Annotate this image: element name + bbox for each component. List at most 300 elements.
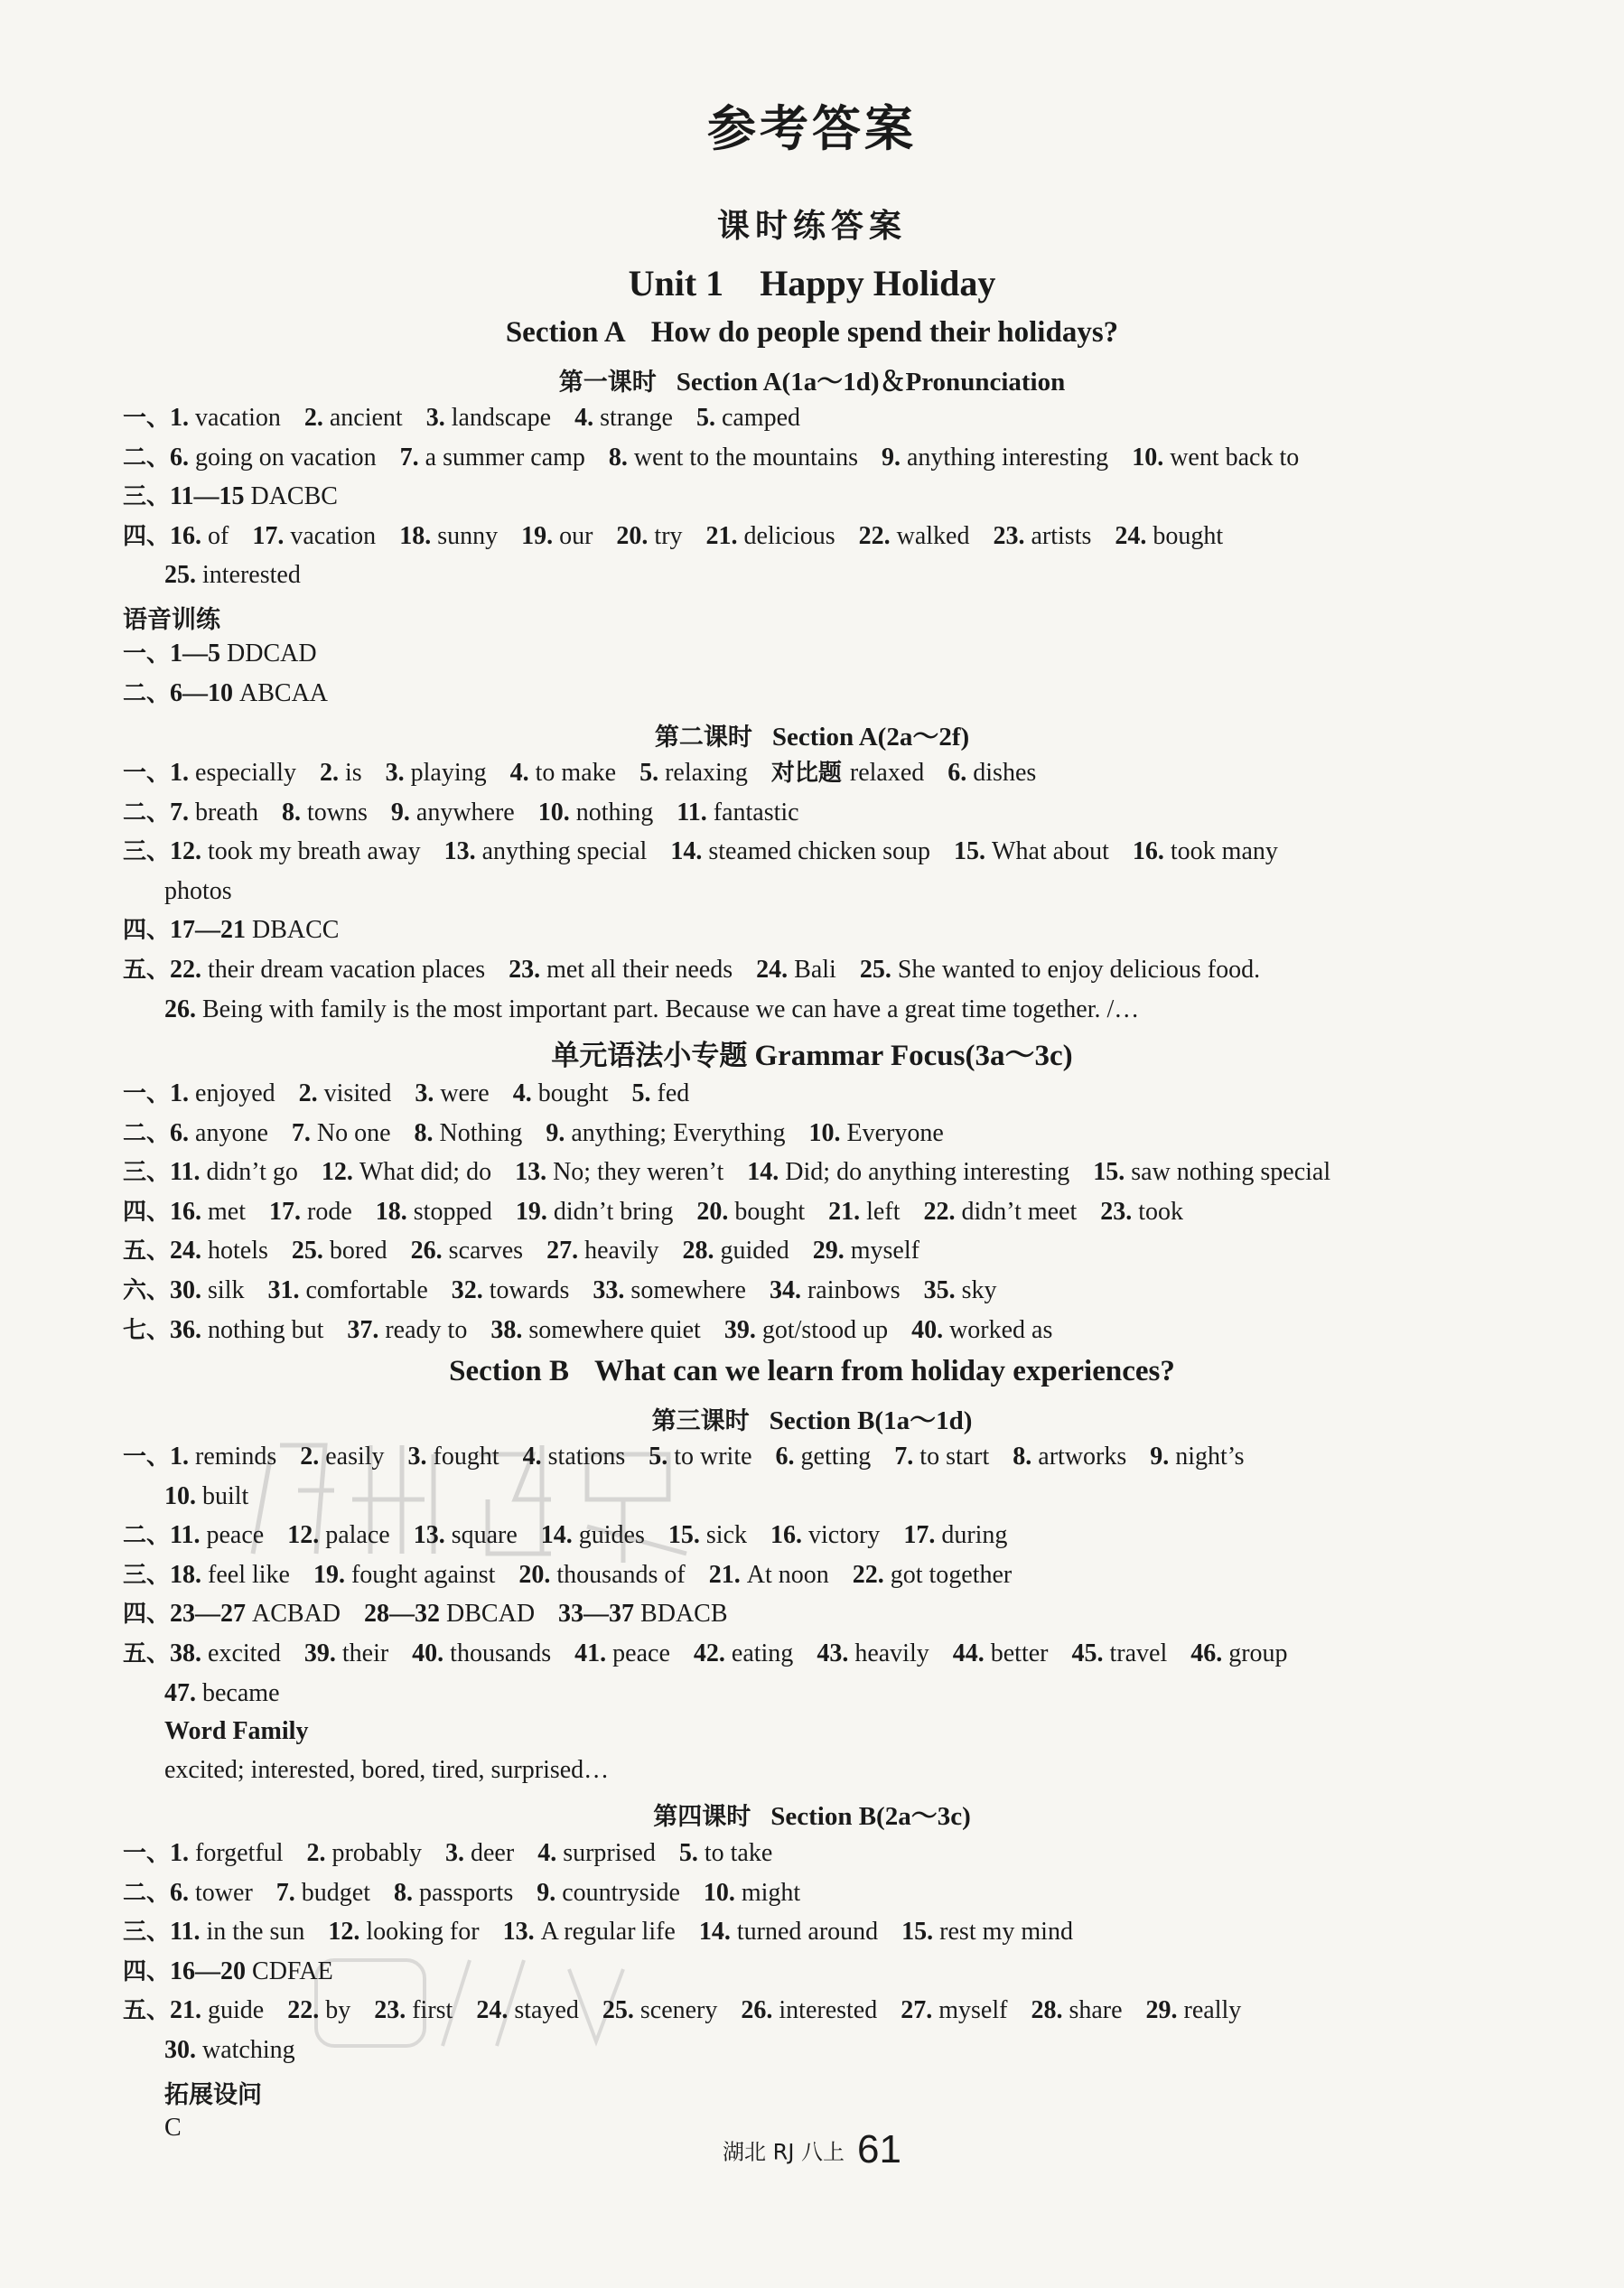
question-number: 17—21 [170, 916, 253, 945]
answer-text: sick [705, 1521, 747, 1550]
answer-text: square [451, 1521, 518, 1550]
question-group-label: 一、 [123, 1840, 171, 1867]
question-number: 5. [695, 404, 722, 432]
question-number: 23. [509, 956, 547, 984]
question-number: 1. [170, 759, 196, 787]
question-number: 6—10 [170, 678, 240, 707]
answer-item [809, 1117, 944, 1150]
question-group-label: 四、 [123, 1198, 171, 1226]
question-number: 12. [321, 1158, 359, 1187]
answer-line [164, 1677, 1588, 1710]
answer-item [170, 1638, 281, 1670]
answer-text: anything; Everything [571, 1118, 786, 1147]
answer-text: a summer camp [425, 443, 585, 472]
answer-item [1071, 1638, 1167, 1670]
question-number: 8. [608, 443, 634, 472]
answer-text: group [1228, 1639, 1288, 1667]
question-number: 8. [281, 798, 307, 826]
answer-text: interested [779, 1996, 878, 2025]
answer-item [741, 1994, 877, 2027]
question-number: 10. [1132, 443, 1171, 472]
answer-line [123, 1235, 1588, 1267]
answer-item [170, 1598, 341, 1630]
answer-text: tower [195, 1878, 253, 1907]
answer-item [602, 1994, 718, 2027]
page-subtitle: 课时练答案 [716, 207, 907, 245]
answer-item [170, 520, 229, 553]
grammar-cn: 单元语法小专题 [551, 1040, 748, 1072]
answer-text: might [741, 1878, 801, 1907]
answer-item [490, 1314, 701, 1347]
answer-text: probably [331, 1839, 422, 1867]
answer-line [123, 1314, 1588, 1347]
answer-text: steamed chicken soup [708, 837, 931, 866]
grammar-heading [0, 1032, 1624, 1074]
lesson1-en: Section A(1a～1d)＆Pronunciation [676, 368, 1066, 397]
answer-item [516, 1196, 673, 1228]
answer-item [574, 1638, 670, 1670]
answer-line [123, 1837, 1588, 1870]
answer-item [292, 1117, 391, 1150]
answer-item [677, 797, 798, 829]
question-number: 15. [1093, 1158, 1132, 1187]
question-number: 11—15 [170, 482, 251, 511]
answer-item [679, 1837, 772, 1870]
answer-item [706, 520, 835, 553]
answer-line [123, 797, 1588, 829]
question-number: 18. [375, 1197, 414, 1226]
question-number: 14. [698, 1918, 737, 1947]
question-group-label: 一、 [123, 1443, 171, 1471]
question-number: 8. [414, 1118, 440, 1147]
answer-item [299, 1078, 392, 1110]
question-number: 对比题 [770, 760, 850, 787]
answer-text: thousands of [556, 1560, 686, 1589]
answer-text: guides [578, 1521, 645, 1550]
answer-text: enjoyed [195, 1079, 275, 1107]
answer-text: peace [206, 1521, 265, 1550]
answer-line [123, 1956, 1588, 1988]
question-number: 10. [703, 1878, 742, 1907]
answer-line [164, 2034, 1588, 2067]
answer-item [170, 954, 485, 986]
answer-item [859, 520, 970, 553]
answer-text: went back to [1170, 443, 1300, 472]
answer-item [521, 520, 593, 553]
question-group-label: 二、 [123, 1879, 171, 1907]
question-number: 39. [723, 1315, 762, 1344]
question-number: 15. [667, 1521, 706, 1550]
answer-item [170, 1519, 264, 1552]
answer-item [347, 1314, 467, 1347]
answer-text: countryside [562, 1878, 680, 1907]
answer-text: bought [537, 1079, 609, 1107]
question-number: 8. [394, 1878, 419, 1907]
question-number: 4. [574, 404, 601, 432]
question-number: 22. [852, 1560, 891, 1589]
answer-text: ready to [385, 1315, 468, 1344]
lesson2-heading [0, 716, 1624, 753]
answer-item [399, 520, 498, 553]
answer-text: went to the mountains [633, 443, 858, 472]
question-number: 25. [859, 956, 898, 984]
answer-line [123, 1598, 1588, 1630]
answer-item [776, 1441, 872, 1473]
question-number: 37. [347, 1315, 386, 1344]
answer-item [817, 1638, 929, 1670]
question-number: 25. [291, 1237, 330, 1265]
answer-text: scenery [639, 1996, 718, 2025]
answer-text: stopped [413, 1197, 492, 1226]
answer-text: fed [657, 1079, 690, 1107]
question-number: 12. [170, 837, 209, 866]
question-number: 14. [747, 1158, 786, 1187]
lesson1-cn: 第一课时 [558, 369, 657, 397]
question-group-label: 二、 [123, 798, 171, 826]
answer-text: nothing [575, 798, 654, 826]
answer-text: towards [489, 1276, 570, 1304]
answer-text: budget [301, 1878, 370, 1907]
answer-text: rainbows [807, 1276, 901, 1304]
question-number: 11. [170, 1918, 207, 1947]
answer-item [452, 1275, 570, 1307]
answer-item [170, 1916, 304, 1948]
answer-item [267, 1275, 427, 1307]
answer-text: bought [734, 1197, 806, 1226]
question-number: 15. [901, 1918, 940, 1947]
question-number: 4. [537, 1839, 564, 1867]
answer-text: Nothing [439, 1118, 523, 1147]
question-number: 10. [808, 1118, 847, 1147]
answer-item [947, 757, 1036, 789]
answer-text: didn’t meet [961, 1197, 1078, 1226]
answer-text: built [202, 1481, 249, 1510]
question-group-label: 一、 [123, 405, 171, 432]
answer-item [170, 1156, 298, 1189]
answer-item [771, 757, 924, 789]
question-number: 27. [546, 1237, 585, 1265]
question-number: 21. [170, 1996, 209, 2025]
answer-text: comfortable [305, 1276, 428, 1304]
answer-item [170, 1877, 253, 1910]
answer-text: watching [202, 2036, 295, 2064]
answer-text: Did; do anything interesting [785, 1158, 1070, 1187]
answer-text: took [1138, 1197, 1184, 1226]
answer-item [411, 1235, 523, 1267]
answer-text: bought [1153, 521, 1224, 550]
question-number: 5. [631, 1079, 658, 1107]
section-b-label: Section B [449, 1355, 570, 1387]
answer-item [252, 520, 376, 553]
question-number: 39. [303, 1639, 342, 1667]
answer-text: relaxing [665, 759, 748, 787]
answer-item [518, 1559, 685, 1592]
answer-item [391, 797, 515, 829]
answer-text: somewhere [630, 1276, 746, 1304]
question-number: 1. [170, 1839, 196, 1867]
answer-item [901, 1916, 1073, 1948]
answer-item [860, 954, 1260, 986]
answer-item [1013, 1441, 1126, 1473]
question-number: 19. [521, 521, 560, 550]
answer-text: anything special [481, 837, 648, 866]
answer-text: vacation [195, 404, 281, 432]
answer-text: ancient [329, 404, 403, 432]
answer-item [394, 1877, 513, 1910]
answer-text: were [440, 1079, 490, 1107]
answer-text: turned around [736, 1918, 879, 1947]
answer-text: ACBAD [252, 1600, 341, 1629]
answer-text: DDCAD [227, 640, 317, 668]
question-number: 10. [537, 798, 576, 826]
answer-item [509, 954, 733, 986]
answer-line [123, 520, 1588, 553]
answer-text: silk [208, 1276, 245, 1304]
answer-item [694, 1638, 793, 1670]
answer-item [1150, 1441, 1244, 1473]
answer-item [709, 1559, 829, 1592]
answer-item [386, 757, 487, 789]
question-number: 4. [522, 1443, 548, 1471]
question-number: 14. [540, 1521, 579, 1550]
answer-item [414, 1519, 518, 1552]
answer-item [668, 1519, 747, 1552]
answer-item [882, 442, 1108, 474]
question-number: 16. [170, 1197, 209, 1226]
answer-text: got/stood up [761, 1315, 889, 1344]
question-group-label: 七、 [123, 1316, 171, 1344]
answer-item [724, 1314, 888, 1347]
question-number: 7. [291, 1118, 317, 1147]
answer-text: landscape [451, 404, 552, 432]
answer-text: strange [600, 404, 673, 432]
question-number: 30. [164, 2036, 202, 2064]
answer-item [320, 757, 362, 789]
answer-text: by [325, 1996, 351, 2025]
answer-line [123, 836, 1588, 868]
answer-text: fantastic [713, 798, 799, 826]
answer-text: got together [890, 1560, 1013, 1589]
answer-text: delicious [743, 521, 835, 550]
answer-line [164, 1480, 1588, 1513]
answer-text: CDFAE [252, 1956, 333, 1985]
question-number: 6. [947, 759, 974, 787]
answer-text: guide [208, 1996, 265, 2025]
answer-text: sunny [437, 521, 499, 550]
question-number: 30. [170, 1276, 209, 1304]
question-number: 4. [512, 1079, 538, 1107]
answer-text: especially [195, 759, 296, 787]
question-number: 9. [537, 1878, 563, 1907]
answer-line [123, 1275, 1588, 1307]
answer-item [911, 1314, 1052, 1347]
answer-line [123, 1559, 1588, 1592]
answer-text: travel [1109, 1639, 1168, 1667]
question-number: 22. [858, 521, 897, 550]
answer-text: scarves [448, 1237, 524, 1265]
answer-text: interested [202, 561, 301, 590]
question-number: 38. [170, 1639, 209, 1667]
question-number: 13. [502, 1918, 541, 1947]
word-family-heading: Word Family [164, 1717, 309, 1745]
answer-item [747, 1156, 1069, 1189]
question-number: 6. [775, 1443, 801, 1471]
answer-item [696, 402, 800, 434]
answer-item [699, 1916, 878, 1948]
answer-item [170, 402, 281, 434]
answer-item [426, 402, 551, 434]
answer-text: What about [992, 837, 1109, 866]
answer-item [445, 1837, 514, 1870]
answer-item [304, 402, 403, 434]
answer-text: didn’t bring [553, 1197, 674, 1226]
answer-text: What did; do [359, 1158, 492, 1187]
word-family-text: excited; interested, bored, tired, surprised… [164, 1756, 610, 1784]
answer-item [376, 1196, 492, 1228]
answer-item [170, 638, 317, 670]
question-number: 2. [306, 1839, 332, 1867]
answer-text: nothing but [208, 1315, 324, 1344]
answer-text: first [412, 1996, 453, 2025]
question-group-label: 五、 [123, 1997, 171, 2025]
answer-item [537, 1837, 656, 1870]
answer-item [924, 1275, 997, 1307]
answer-text: DBACC [252, 916, 340, 945]
answer-line [123, 1078, 1588, 1110]
answer-text: At noon [746, 1560, 829, 1589]
question-number: 47. [164, 1678, 202, 1707]
question-number: 13. [443, 837, 482, 866]
question-number: 12. [287, 1521, 326, 1550]
answer-item [269, 1196, 352, 1228]
answer-text: hotels [208, 1237, 268, 1265]
answer-item [170, 1559, 290, 1592]
question-number: 20. [518, 1560, 557, 1589]
answer-text: of [208, 521, 229, 550]
answer-item [374, 1994, 453, 2027]
question-number: 25. [164, 561, 202, 590]
question-group-label: 四、 [123, 917, 171, 945]
question-number: 18. [399, 521, 438, 550]
question-number: 5. [678, 1839, 705, 1867]
answer-item [537, 1877, 680, 1910]
question-number: 7. [275, 1878, 302, 1907]
answer-text: feel like [208, 1560, 290, 1589]
answer-text: Everyone [846, 1118, 944, 1147]
question-group-label: 二、 [123, 679, 171, 707]
answer-line [123, 1994, 1588, 2027]
answer-text: thousands [450, 1639, 552, 1667]
unit-number: Unit 1 [628, 263, 724, 304]
question-group-label: 一、 [123, 1080, 171, 1107]
answer-item [282, 797, 368, 829]
question-group-label: 五、 [123, 1640, 171, 1667]
answer-text: to start [919, 1443, 990, 1471]
answer-text: saw nothing special [1131, 1158, 1331, 1187]
question-number: 22. [170, 956, 209, 984]
question-number: 5. [639, 759, 666, 787]
question-number: 28—32 [364, 1600, 447, 1629]
answer-item [164, 1480, 248, 1513]
answer-text: worked as [949, 1315, 1053, 1344]
answer-item [292, 1235, 387, 1267]
answer-text: visited [323, 1079, 392, 1107]
lesson3-cn: 第三课时 [651, 1407, 750, 1435]
answer-text: better [990, 1639, 1049, 1667]
question-number: 9. [882, 443, 907, 472]
answer-item [313, 1559, 495, 1592]
answer-item [476, 1994, 579, 2027]
question-number: 16. [170, 521, 209, 550]
answer-text: share [1069, 1996, 1123, 2025]
answer-text: anything interesting [907, 443, 1109, 472]
yuyin-heading: 语音训练 [123, 606, 220, 634]
answer-text: rest my mind [939, 1918, 1073, 1947]
answer-text: to make [535, 759, 617, 787]
answer-line [164, 994, 1588, 1026]
question-number: 40. [412, 1639, 451, 1667]
question-group-label: 六、 [123, 1277, 171, 1304]
question-number: 21. [828, 1197, 867, 1226]
answer-item [954, 836, 1109, 868]
answer-text: is [344, 759, 362, 787]
question-number: 24. [1115, 521, 1153, 550]
tuozhan-answer: C [164, 2114, 182, 2142]
question-number: 8. [1013, 1443, 1039, 1471]
answer-item [170, 442, 377, 474]
answer-text: in the sun [206, 1918, 305, 1947]
question-number: 18. [170, 1560, 209, 1589]
answer-item [444, 836, 648, 868]
question-number: 19. [515, 1197, 554, 1226]
answer-item [894, 1441, 989, 1473]
lesson4-heading [0, 1796, 1624, 1833]
answer-text: try [654, 521, 683, 550]
answer-item [503, 1916, 676, 1948]
question-number: 44. [952, 1639, 991, 1667]
question-group-label: 五、 [123, 1237, 171, 1265]
answer-text: guided [720, 1237, 789, 1265]
page-footer [0, 2127, 1624, 2172]
answer-text: photos [164, 876, 232, 905]
answer-item [593, 1275, 746, 1307]
answer-item [953, 1638, 1049, 1670]
answer-text: A regular life [540, 1918, 676, 1947]
answer-line [123, 1916, 1588, 1948]
answer-text: somewhere quiet [528, 1315, 701, 1344]
answer-item [513, 1078, 609, 1110]
answer-line [123, 677, 1588, 710]
question-number: 26. [741, 1996, 779, 2025]
question-number: 15. [954, 837, 993, 866]
answer-line [123, 1519, 1588, 1552]
question-number: 6. [170, 443, 196, 472]
question-number: 7. [399, 443, 425, 472]
answer-item [304, 1638, 388, 1670]
question-number: 2. [298, 1079, 324, 1107]
answer-text: artists [1031, 521, 1092, 550]
answer-text: playing [410, 759, 487, 787]
question-number: 12. [328, 1918, 367, 1947]
answer-text: our [559, 521, 593, 550]
answer-item [364, 1598, 535, 1630]
answer-text: Bali [794, 956, 836, 984]
answer-item [541, 1519, 645, 1552]
answer-item [813, 1235, 919, 1267]
question-group-label: 三、 [123, 1561, 171, 1589]
question-number: 5. [649, 1443, 675, 1471]
lesson2-cn: 第二课时 [654, 724, 752, 752]
